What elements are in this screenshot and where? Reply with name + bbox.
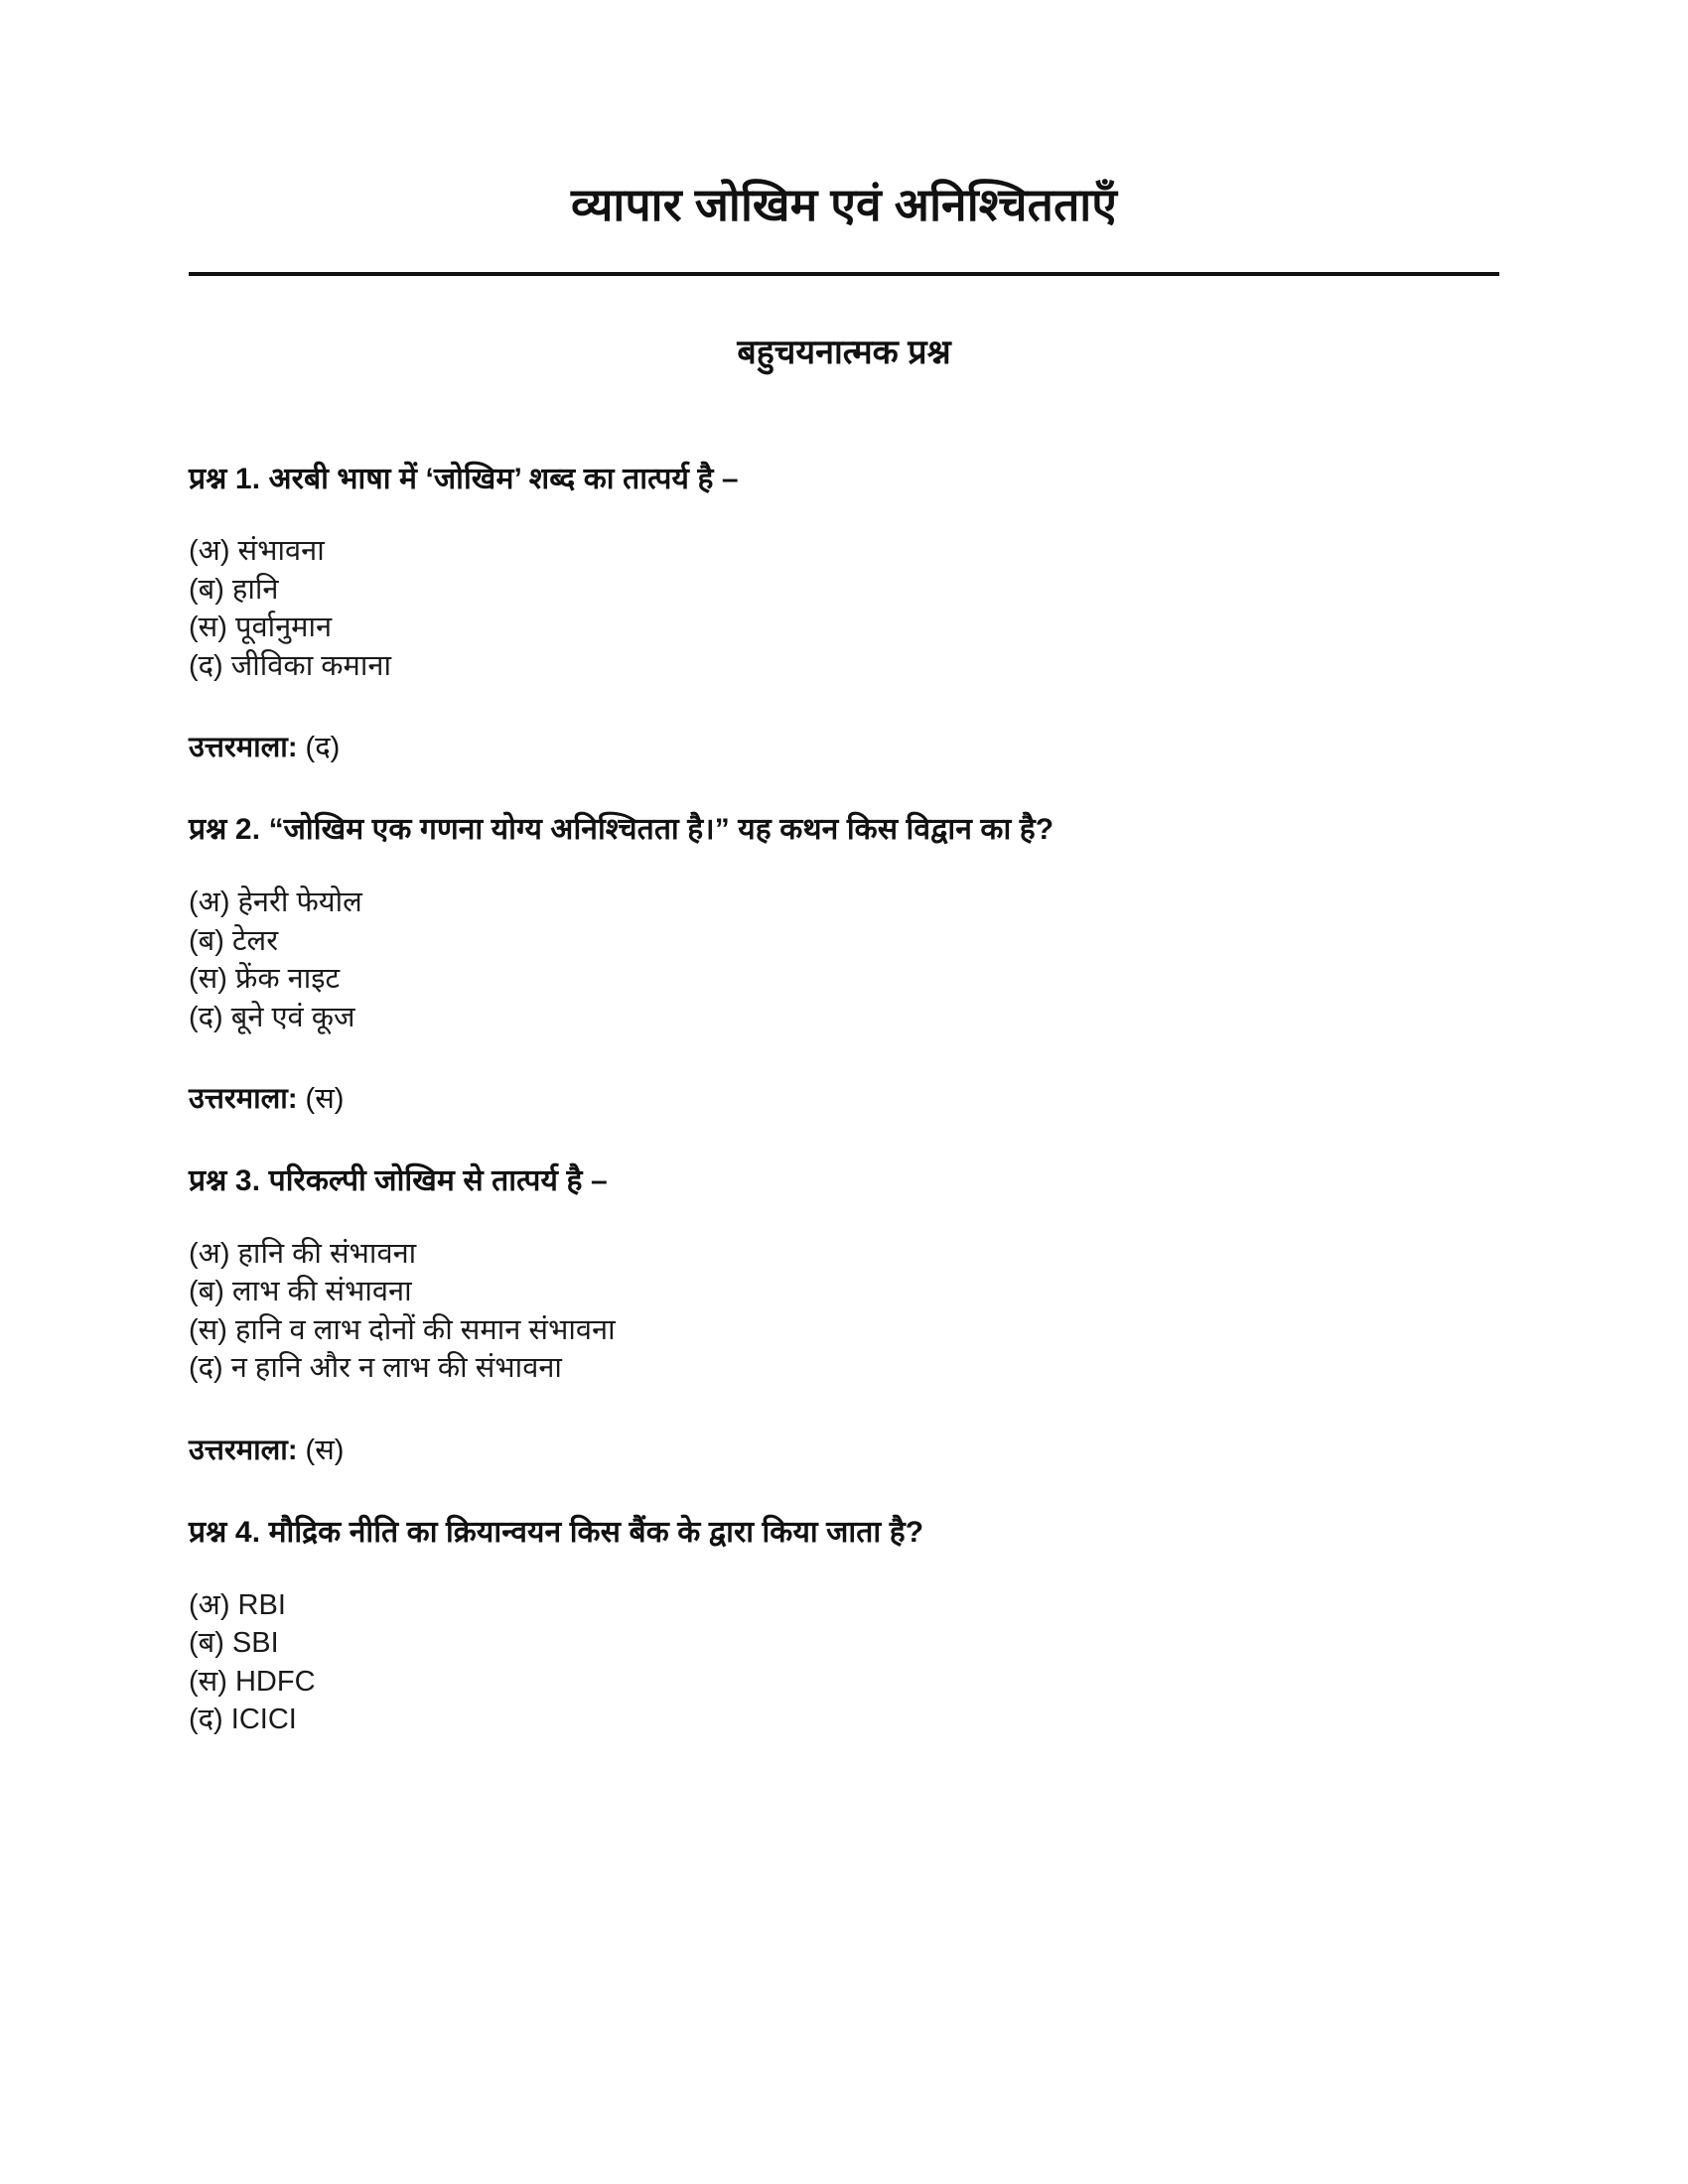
answer-line	[189, 685, 1499, 765]
answer-label: उत्तरमाला:	[189, 1083, 298, 1116]
option-list	[189, 500, 1499, 685]
option-item[interactable]: (अ) संभावना	[189, 535, 325, 568]
option-item[interactable]: (अ) RBI	[189, 1588, 286, 1621]
option-item[interactable]: (द) बूने एवं कूज	[189, 1001, 355, 1033]
question-block	[189, 765, 1499, 1117]
option-item[interactable]: (ब) लाभ की संभावना	[189, 1276, 412, 1308]
option-item[interactable]: (ब) हानि	[189, 573, 279, 606]
question-text: प्रश्न 4. मौद्रिक नीति का क्रियान्वयन किस बैंक के द्वारा किया जाता है?	[189, 1516, 924, 1550]
question-block	[189, 373, 1499, 766]
option-list	[189, 1555, 1499, 1739]
page-title: व्यापार जोखिम एवं अनिश्चितताएँ	[570, 179, 1118, 230]
option-item[interactable]: (अ) हानि की संभावना	[189, 1237, 417, 1270]
question-text: प्रश्न 1. अरबी भाषा में ‘जोखिम’ शब्द का तात्पर्य है –	[189, 462, 739, 495]
option-item[interactable]: (अ) हेनरी फेयोल	[189, 886, 362, 918]
option-item[interactable]: (द) न हानि और न लाभ की संभावना	[189, 1352, 562, 1385]
option-item[interactable]: (स) हानि व लाभ दोनों की समान संभावना	[189, 1313, 616, 1346]
option-item[interactable]: (द) ICICI	[189, 1704, 297, 1736]
option-item[interactable]: (स) HDFC	[189, 1665, 316, 1698]
answer-value: (स)	[305, 1083, 345, 1116]
question-text: प्रश्न 2. “जोखिम एक गणना योग्य अनिश्चितता है।” यह कथन किस विद्वान का है?	[189, 813, 1055, 847]
answer-label: उत्तरमाला:	[189, 1434, 298, 1467]
question-text: प्रश्न 3. परिकल्पी जोखिम से तात्पर्य है –	[189, 1164, 608, 1198]
option-item[interactable]: (द) जीविका कमाना	[189, 649, 392, 682]
question-block	[189, 1468, 1499, 1739]
answer-line	[189, 1036, 1499, 1117]
option-item[interactable]: (ब) टेलर	[189, 924, 279, 957]
page-content	[189, 0, 1499, 1739]
answer-line	[189, 1388, 1499, 1468]
section-heading: बहुचयनात्मक प्रश्न	[737, 333, 951, 371]
answer-label: उत्तरमाला:	[189, 732, 298, 764]
option-item[interactable]: (ब) SBI	[189, 1627, 279, 1660]
option-item[interactable]: (स) फ्रेंक नाइट	[189, 963, 341, 996]
option-list	[189, 1203, 1499, 1388]
question-list	[189, 373, 1499, 1739]
question-block	[189, 1117, 1499, 1468]
option-list	[189, 852, 1499, 1036]
answer-value: (स)	[305, 1434, 345, 1467]
answer-value: (द)	[305, 732, 341, 764]
option-item[interactable]: (स) पूर्वानुमान	[189, 612, 333, 644]
